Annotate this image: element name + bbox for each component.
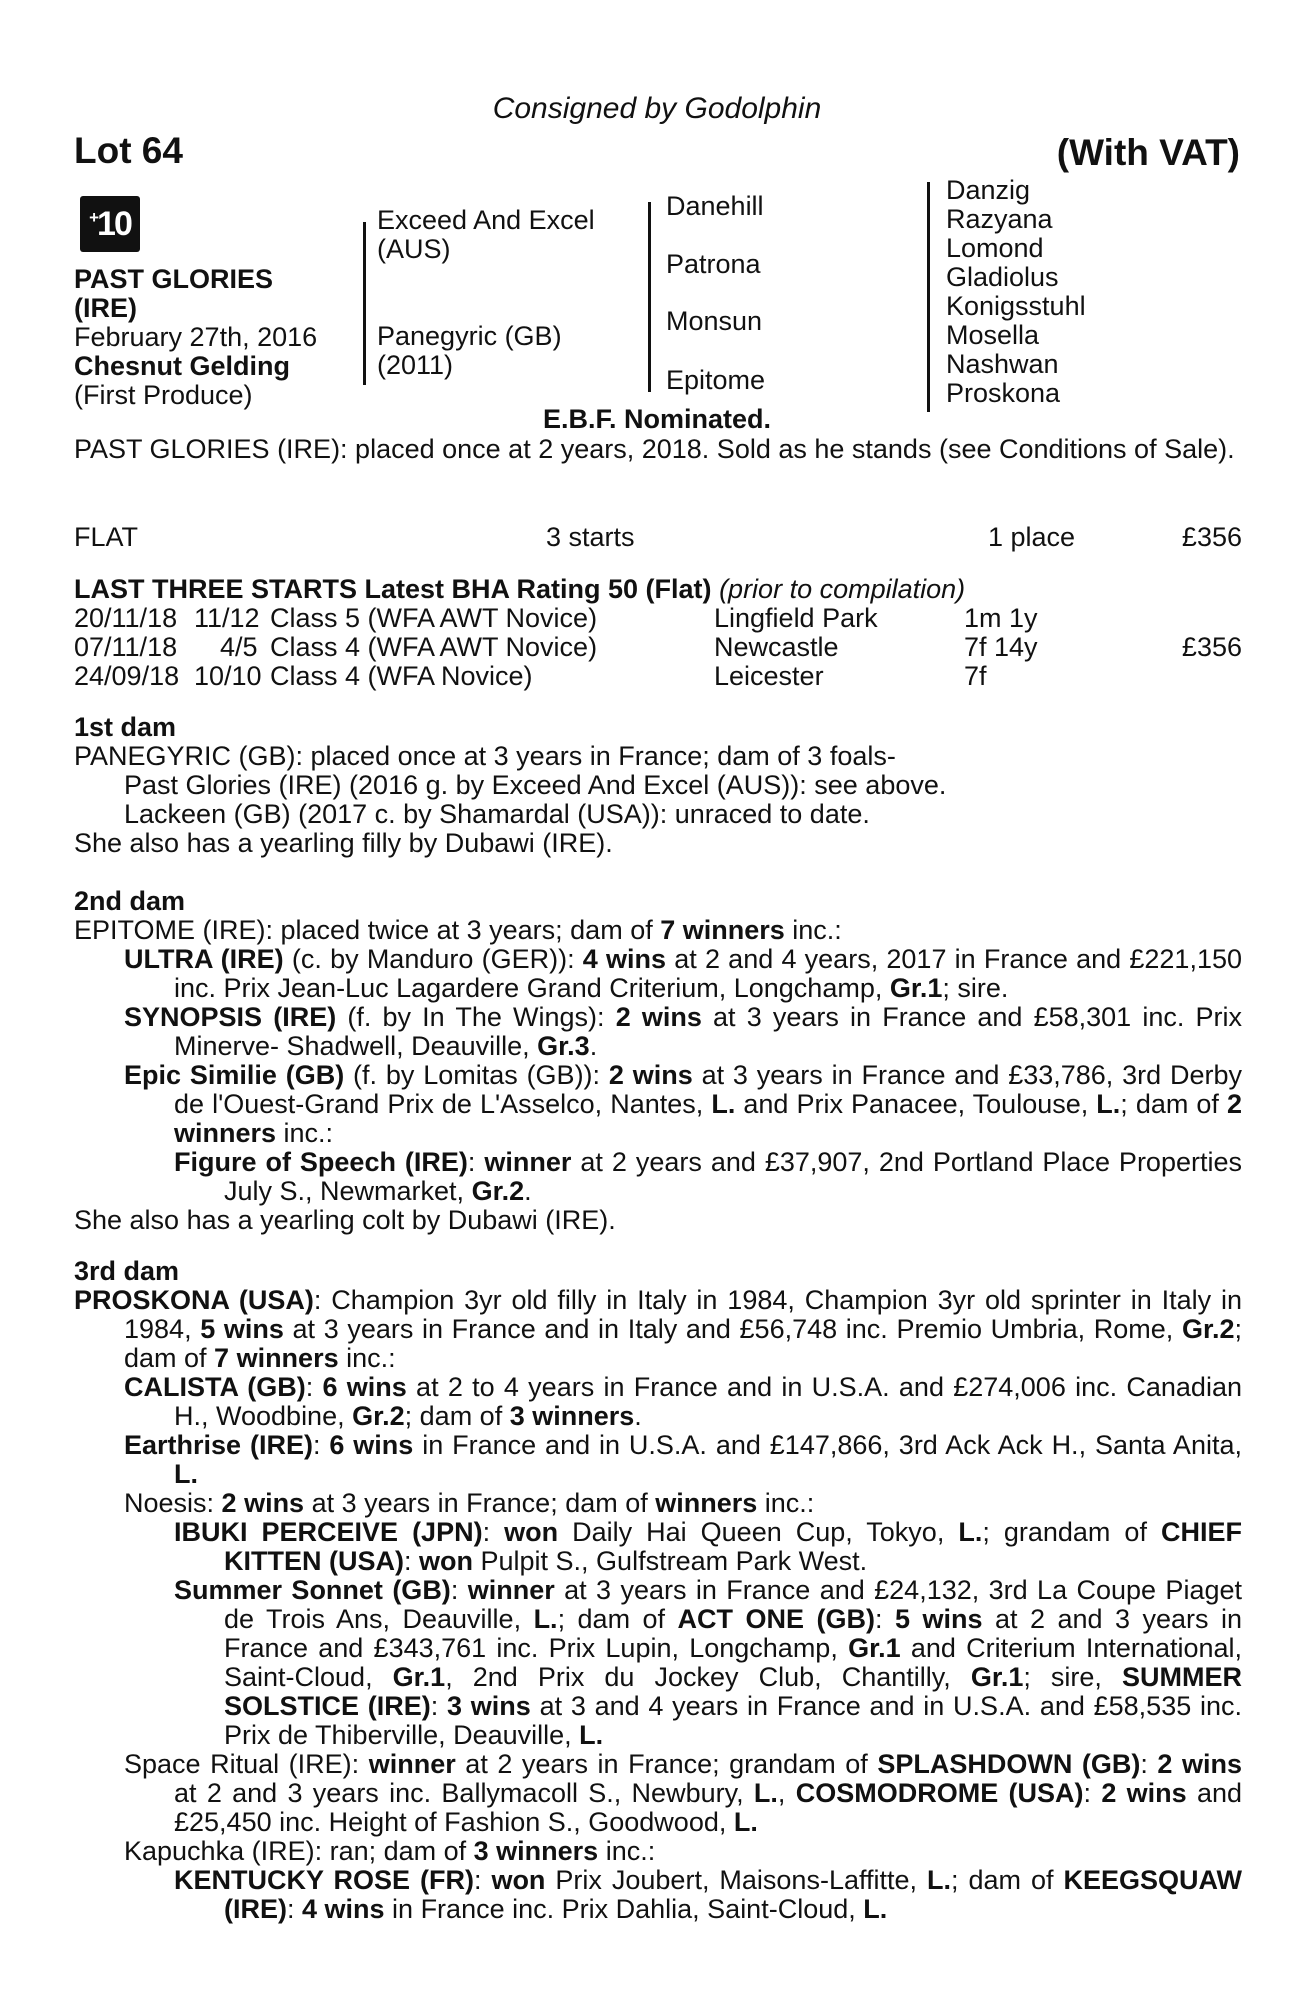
text: : bbox=[1083, 1778, 1102, 1808]
text: : bbox=[450, 1575, 468, 1605]
text: 5 wins bbox=[894, 1604, 983, 1634]
produce-entry bbox=[74, 1431, 1242, 1489]
text: L. bbox=[533, 1604, 558, 1634]
badge-mark: + bbox=[89, 208, 98, 227]
text: Gr.2 bbox=[1181, 1314, 1235, 1344]
start-race: Class 4 (WFA Novice) bbox=[270, 661, 533, 691]
text: ; grandam of bbox=[982, 1517, 1161, 1547]
text: 2 wins bbox=[1157, 1749, 1242, 1779]
lot-badge-icon bbox=[80, 196, 140, 252]
text: Gr.1 bbox=[848, 1633, 901, 1663]
start-distance: 1m 1y bbox=[964, 603, 1038, 633]
text: 3 winners bbox=[509, 1401, 635, 1431]
start-course: Newcastle bbox=[714, 632, 839, 662]
text: PROSKONA (USA) bbox=[74, 1285, 314, 1315]
dam-intro bbox=[74, 1286, 1242, 1373]
text: ; dam of bbox=[950, 1865, 1064, 1895]
sire-name: Exceed And Excel bbox=[377, 205, 595, 235]
text: at 3 and 4 years in France and in U.S.A. and £58,535 inc. Prix de Thiberville, Deauville, bbox=[224, 1691, 1242, 1750]
text: (c. by Manduro (GER)): bbox=[283, 944, 583, 974]
pedigree-gen3-item: Nashwan bbox=[946, 349, 1059, 379]
text: 6 wins bbox=[329, 1430, 414, 1460]
text: 2 winners bbox=[174, 1089, 1243, 1148]
text: 5 wins bbox=[200, 1314, 284, 1344]
text: L. bbox=[579, 1720, 604, 1750]
lot-number: Lot 64 bbox=[74, 130, 183, 171]
text: inc.: bbox=[338, 1343, 396, 1373]
text: 2 wins bbox=[1101, 1778, 1187, 1808]
text: at 2 to 4 years in France and in U.S.A. and £274,006 inc. Canadian H., Woodbine, bbox=[174, 1372, 1242, 1431]
text: and Prix Panacee, Toulouse, bbox=[735, 1089, 1097, 1119]
text: Gr.2 bbox=[471, 1176, 525, 1206]
text: SPLASHDOWN (GB) bbox=[877, 1749, 1141, 1779]
dam-line: She also has a yearling filly by Dubawi (IRE). bbox=[74, 828, 613, 858]
text: EPITOME (IRE): placed twice at 3 years; dam of bbox=[74, 915, 661, 945]
produce-entry bbox=[74, 1148, 1242, 1206]
produce-entry bbox=[74, 1866, 1242, 1924]
text: Summer Sonnet (GB) bbox=[174, 1575, 451, 1605]
text: L. bbox=[733, 1807, 758, 1837]
text: , bbox=[777, 1778, 796, 1808]
start-race: Class 4 (WFA AWT Novice) bbox=[270, 632, 598, 662]
produce-entry bbox=[74, 945, 1242, 1003]
text: Prix Joubert, Maisons-Laffitte, bbox=[545, 1865, 927, 1895]
second-dam-section bbox=[74, 887, 1242, 1235]
text: CHIEF KITTEN (USA) bbox=[224, 1517, 1242, 1576]
text: : bbox=[482, 1517, 505, 1547]
produce-entry bbox=[74, 1489, 1242, 1518]
text: SUMMER SOLSTICE (IRE) bbox=[224, 1662, 1242, 1721]
text: L. bbox=[1096, 1089, 1121, 1119]
pedigree-divider-3 bbox=[927, 182, 930, 412]
text: in France and in U.S.A. and £147,866, 3rd Ack Ack H., Santa Anita, bbox=[413, 1430, 1242, 1460]
pedigree-gen3-item: Proskona bbox=[946, 378, 1061, 408]
text: SYNOPSIS (IRE) bbox=[124, 1002, 337, 1032]
pedigree-gen2-item: Danehill bbox=[666, 191, 764, 221]
pedigree-divider-1 bbox=[363, 222, 366, 385]
text: Gr.1 bbox=[392, 1662, 446, 1692]
produce-entry bbox=[74, 1576, 1242, 1750]
text: ; dam of bbox=[1120, 1089, 1227, 1119]
pedigree-gen2-item: Epitome bbox=[666, 365, 766, 395]
text: Kapuchka (IRE): ran; dam of bbox=[124, 1836, 474, 1866]
text: and Criterium International, Saint-Cloud, bbox=[224, 1633, 1243, 1692]
start-position: 10/10 bbox=[194, 661, 262, 691]
section-heading: 1st dam bbox=[74, 712, 177, 742]
text: in France inc. Prix Dahlia, Saint-Cloud, bbox=[384, 1894, 864, 1924]
dam-year: (2011) bbox=[377, 350, 454, 380]
horse-sex: Chesnut Gelding bbox=[74, 351, 290, 381]
dam-line: Past Glories (IRE) (2016 g. by Exceed And Excel (AUS)): see above. bbox=[124, 770, 947, 800]
ebf-nomination: E.B.F. Nominated. bbox=[542, 404, 772, 434]
pedigree-gen2-item: Monsun bbox=[666, 306, 763, 336]
text: : bbox=[305, 1372, 323, 1402]
dam-name: Panegyric (GB) bbox=[377, 321, 562, 351]
text: ; dam of bbox=[557, 1604, 678, 1634]
start-course: Lingfield Park bbox=[714, 603, 878, 633]
badge-number: 10 bbox=[97, 205, 131, 243]
text: Gr.1 bbox=[889, 973, 943, 1003]
text: Space Ritual (IRE): bbox=[124, 1749, 369, 1779]
text: ULTRA (IRE) bbox=[124, 944, 284, 974]
produce-entry bbox=[74, 1373, 1242, 1431]
pedigree-gen3-item: Mosella bbox=[946, 320, 1040, 350]
text: at 2 and 4 years, 2017 in France and £221,150 inc. Prix Jean-Luc Lagardere Grand Criterium, Longchamp, bbox=[174, 944, 1243, 1003]
text: Gr.3 bbox=[537, 1031, 590, 1061]
pedigree-gen2-item: Patrona bbox=[666, 249, 761, 279]
text: 7 winners bbox=[660, 915, 785, 945]
text: 2 wins bbox=[221, 1488, 305, 1518]
text: : Champion 3yr old filly in Italy in 1984, Champion 3yr old sprinter in Italy in 1984, bbox=[124, 1285, 1242, 1344]
text: : bbox=[287, 1894, 303, 1924]
text: , 2nd Prix du Jockey Club, Chantilly, bbox=[445, 1662, 971, 1692]
text: winner bbox=[368, 1749, 456, 1779]
last-starts-note: (prior to compilation) bbox=[719, 574, 966, 604]
text: at 2 and 3 years inc. Ballymacoll S., Newbury, bbox=[174, 1778, 754, 1808]
text: 6 wins bbox=[322, 1372, 407, 1402]
start-date: 24/09/18 bbox=[74, 661, 180, 691]
text: at 2 years and £37,907, 2nd Portland Place Properties July S., Newmarket, bbox=[224, 1147, 1242, 1206]
pedigree-gen3-item: Gladiolus bbox=[946, 262, 1059, 292]
last-starts-title: LAST THREE STARTS Latest BHA Rating 50 (Flat) bbox=[74, 574, 712, 604]
start-date: 20/11/18 bbox=[74, 603, 178, 633]
flat-record bbox=[74, 522, 1242, 551]
text: (f. by In The Wings): bbox=[336, 1002, 616, 1032]
section-heading: 2nd dam bbox=[74, 886, 186, 916]
text: Pulpit S., Gulfstream Park West. bbox=[473, 1546, 868, 1576]
text: 7 winners bbox=[214, 1343, 339, 1373]
text: COSMODROME (USA) bbox=[795, 1778, 1084, 1808]
text: . bbox=[589, 1031, 598, 1061]
last-starts-heading bbox=[74, 574, 965, 605]
text: Daily Hai Queen Cup, Tokyo, bbox=[558, 1517, 959, 1547]
text: ACT ONE (GB) bbox=[677, 1604, 875, 1634]
text: ; sire. bbox=[942, 973, 1009, 1003]
text: winner bbox=[467, 1575, 555, 1605]
text: L. bbox=[926, 1865, 951, 1895]
third-dam-section bbox=[74, 1257, 1242, 1924]
race-summary: PAST GLORIES (IRE): placed once at 2 years, 2018. Sold as he stands (see Conditions of Sale). bbox=[74, 434, 1235, 464]
text: Earthrise (IRE) bbox=[124, 1430, 313, 1460]
text: at 2 years in France; grandam of bbox=[455, 1749, 878, 1779]
text: KENTUCKY ROSE (FR) bbox=[174, 1865, 474, 1895]
produce-entry bbox=[74, 1750, 1242, 1837]
consignor-line: Consigned by Godolphin bbox=[492, 92, 822, 125]
text: : bbox=[1140, 1749, 1158, 1779]
text: winner bbox=[484, 1147, 572, 1177]
pedigree-gen3-item: Danzig bbox=[946, 175, 1031, 205]
sire-country: (AUS) bbox=[377, 234, 451, 264]
start-row bbox=[74, 632, 1242, 661]
text: won bbox=[419, 1546, 473, 1576]
pedigree-gen3-item: Razyana bbox=[946, 204, 1053, 234]
pedigree-gen3-item: Lomond bbox=[946, 233, 1044, 263]
start-row bbox=[74, 603, 1242, 632]
section-heading: 3rd dam bbox=[74, 1256, 180, 1286]
pedigree-divider-2 bbox=[648, 202, 651, 392]
text: : bbox=[875, 1604, 895, 1634]
dam-line: PANEGYRIC (GB): placed once at 3 years in France; dam of 3 foals- bbox=[74, 741, 896, 771]
start-race: Class 5 (WFA AWT Novice) bbox=[270, 603, 598, 633]
text: (f. by Lomitas (GB)): bbox=[344, 1060, 609, 1090]
start-distance: 7f bbox=[964, 661, 987, 691]
text: ; dam of bbox=[404, 1401, 510, 1431]
text: : bbox=[473, 1865, 492, 1895]
flat-places: 1 place bbox=[988, 522, 1076, 552]
text: L. bbox=[174, 1459, 198, 1489]
dam-line: Lackeen (GB) (2017 c. by Shamardal (USA)): unraced to date. bbox=[124, 799, 870, 829]
produce-entry bbox=[74, 1003, 1242, 1061]
text: 3 wins bbox=[447, 1691, 531, 1721]
start-position: 11/12 bbox=[194, 603, 260, 633]
text: : bbox=[430, 1691, 448, 1721]
text: and £25,450 inc. Height of Fashion S., Goodwood, bbox=[174, 1778, 1243, 1837]
text: IBUKI PERCEIVE (JPN) bbox=[174, 1517, 483, 1547]
text: at 3 years in France and £24,132, 3rd La Coupe Piaget de Trois Ans, Deauville, bbox=[224, 1575, 1242, 1634]
text: 3 winners bbox=[473, 1836, 599, 1866]
text: 4 wins bbox=[582, 944, 667, 974]
text: Epic Similie (GB) bbox=[124, 1060, 345, 1090]
horse-name-suffix: (IRE) bbox=[74, 293, 137, 323]
text: winners bbox=[655, 1488, 758, 1518]
text: inc.: bbox=[757, 1488, 815, 1518]
produce-entry bbox=[74, 1837, 1242, 1866]
flat-label: FLAT bbox=[74, 522, 139, 552]
text: won bbox=[504, 1517, 559, 1547]
text: inc.: bbox=[784, 915, 842, 945]
text: ; dam of bbox=[124, 1314, 1242, 1373]
text: : bbox=[467, 1147, 485, 1177]
text: inc.: bbox=[598, 1836, 656, 1866]
flat-starts: 3 starts bbox=[546, 522, 635, 552]
text: . bbox=[634, 1401, 642, 1431]
text: 2 wins bbox=[608, 1060, 693, 1090]
vat-status: (With VAT) bbox=[1056, 132, 1240, 173]
dam-intro bbox=[74, 916, 1242, 945]
foaling-date: February 27th, 2016 bbox=[74, 322, 318, 352]
text: : bbox=[403, 1546, 419, 1576]
text: KEEGSQUAW (IRE) bbox=[224, 1865, 1242, 1924]
text: 4 wins bbox=[302, 1894, 385, 1924]
text: L. bbox=[711, 1089, 736, 1119]
start-distance: 7f 14y bbox=[964, 632, 1038, 662]
produce-entry bbox=[74, 1518, 1242, 1576]
produce-entry bbox=[74, 1061, 1242, 1148]
text: CALISTA (GB) bbox=[124, 1372, 306, 1402]
text: inc.: bbox=[276, 1118, 334, 1148]
flat-earnings: £356 bbox=[1181, 522, 1242, 552]
text: L. bbox=[753, 1778, 778, 1808]
text: Figure of Speech (IRE) bbox=[174, 1147, 468, 1177]
pedigree-gen3-item: Konigsstuhl bbox=[946, 291, 1086, 321]
text: at 3 years in France and in Italy and £56,748 inc. Premio Umbria, Rome, bbox=[283, 1314, 1182, 1344]
start-course: Leicester bbox=[714, 661, 824, 691]
dam-closing: She also has a yearling colt by Dubawi (IRE). bbox=[74, 1205, 616, 1235]
text: at 3 years in France; dam of bbox=[304, 1488, 656, 1518]
horse-name: PAST GLORIES bbox=[74, 264, 274, 294]
start-prize: £356 bbox=[1181, 632, 1242, 662]
text: at 2 and 3 years in France and £343,761 inc. Prix Lupin, Longchamp, bbox=[224, 1604, 1243, 1663]
text: Gr.2 bbox=[352, 1401, 405, 1431]
start-date: 07/11/18 bbox=[74, 632, 178, 662]
text: won bbox=[491, 1865, 546, 1895]
text: Gr.1 bbox=[970, 1662, 1024, 1692]
text: : bbox=[312, 1430, 330, 1460]
text: at 3 years in France and £33,786, 3rd Derby de l'Ouest-Grand Prix de L'Asselco, Nantes, bbox=[174, 1060, 1243, 1119]
text: at 3 years in France and £58,301 inc. Prix Minerve- Shadwell, Deauville, bbox=[174, 1002, 1243, 1061]
start-position: 4/5 bbox=[220, 632, 258, 662]
text: L. bbox=[958, 1517, 983, 1547]
text: Noesis: bbox=[124, 1488, 222, 1518]
text: ; sire, bbox=[1023, 1662, 1122, 1692]
text: L. bbox=[863, 1894, 888, 1924]
text: . bbox=[524, 1176, 532, 1206]
produce-note: (First Produce) bbox=[74, 380, 253, 410]
text: 2 wins bbox=[615, 1002, 702, 1032]
first-dam-section bbox=[74, 713, 1242, 858]
start-row bbox=[74, 661, 1242, 690]
